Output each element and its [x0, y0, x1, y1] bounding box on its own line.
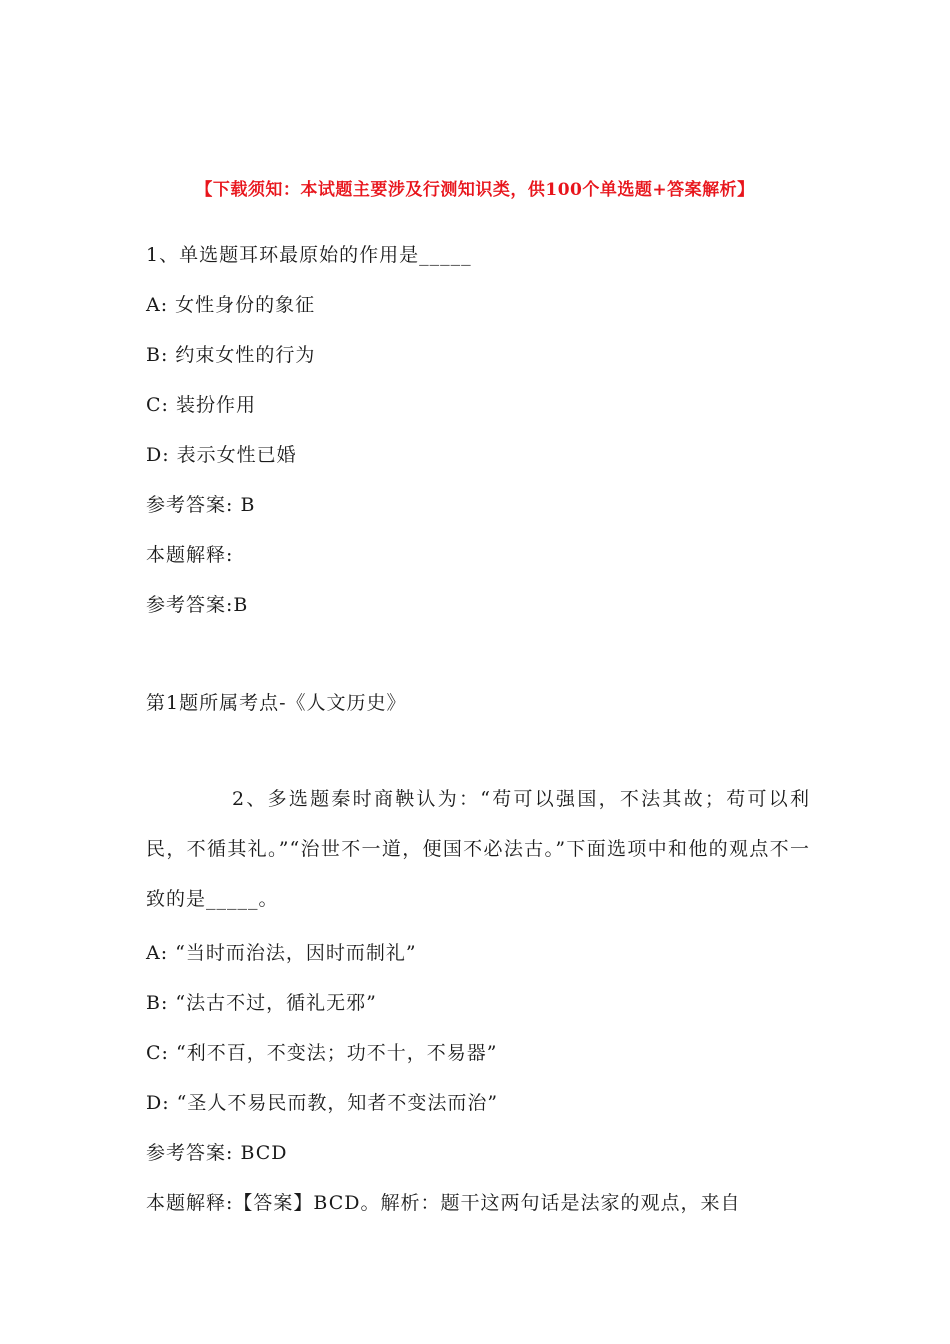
question-1-explanation: 本题解释: — [146, 544, 234, 566]
download-notice: 【下载须知：本试题主要涉及行测知识类，供100个单选题+答案解析】 — [195, 180, 755, 200]
question-1-topic: 第1题所属考点-《人文历史》 — [146, 692, 407, 714]
question-1-option-d: D: 表示女性已婚 — [146, 444, 297, 466]
question-1-stem: 1、单选题耳环最原始的作用是_____ — [146, 244, 472, 266]
question-2-explanation: 本题解释:【答案】BCD。解析：题干这两句话是法家的观点，来自 — [146, 1192, 741, 1214]
question-2-stem: 2、多选题秦时商鞅认为：“苟可以强国，不法其故；苟可以利民，不循其礼。”“治世不一道，便国不必法古。”下面选项中和他的观点不一致的是_____。 — [146, 788, 810, 910]
question-1-option-c: C: 装扮作用 — [146, 394, 256, 416]
question-2-option-d: D: “圣人不易民而教，知者不变法而治” — [146, 1092, 499, 1114]
question-2-option-c: C: “利不百，不变法；功不十，不易器” — [146, 1042, 498, 1064]
question-1-option-a: A: 女性身份的象征 — [146, 294, 316, 316]
question-1-option-b: B: 约束女性的行为 — [146, 344, 316, 366]
question-1-answer-repeat: 参考答案:B — [146, 594, 249, 616]
question-2-answer: 参考答案: BCD — [146, 1142, 288, 1164]
question-2-option-b: B: “法古不过，循礼无邪” — [146, 992, 377, 1014]
question-2-option-a: A: “当时而治法，因时而制礼” — [146, 942, 417, 964]
question-1-answer: 参考答案: B — [146, 494, 256, 516]
